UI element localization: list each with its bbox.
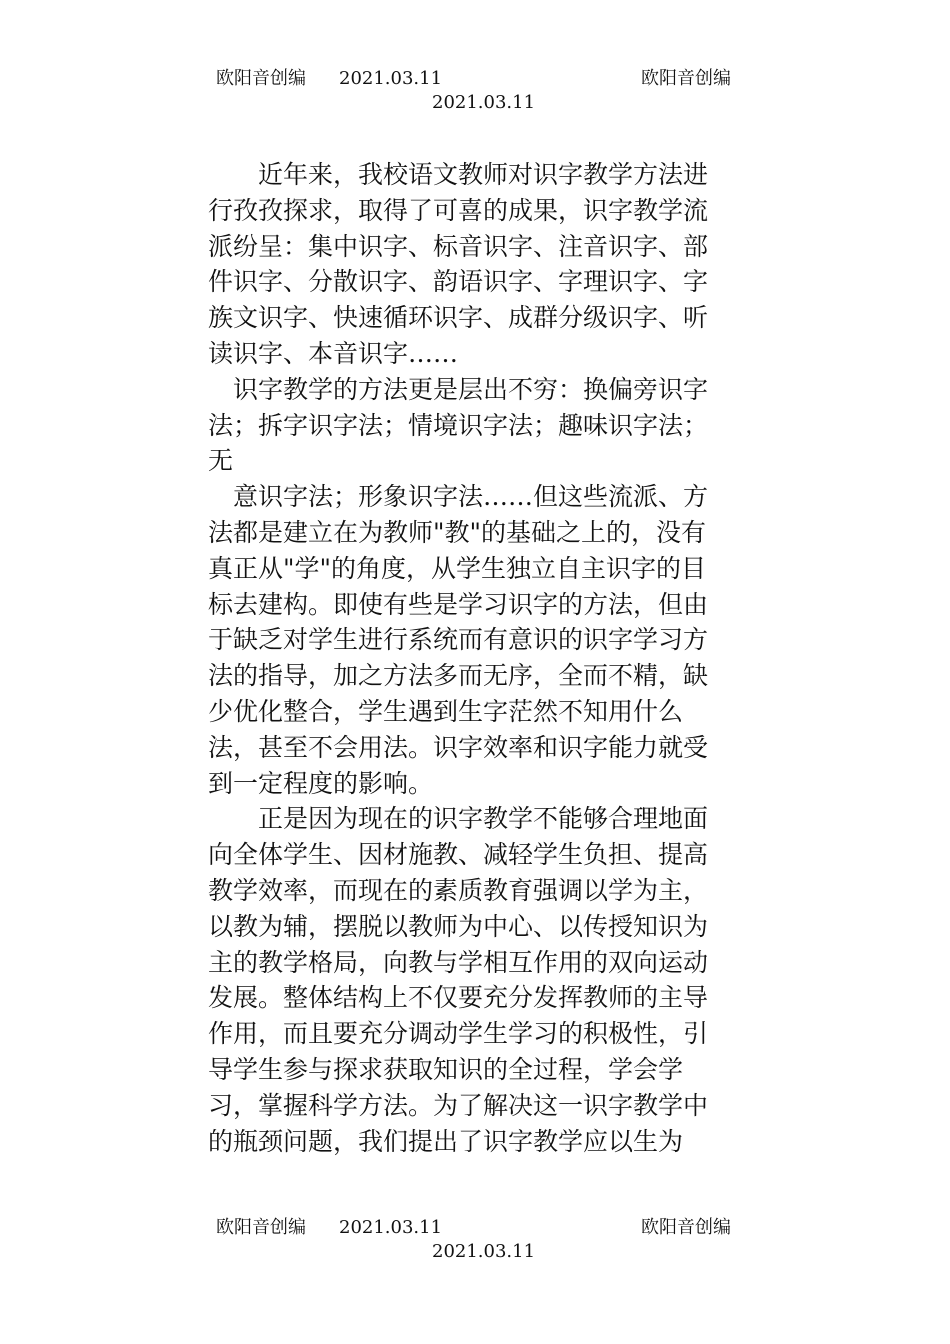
body-line: 件识字、分散识字、韵语识字、字理识字、字 xyxy=(208,267,709,297)
header-date-left: 2021.03.11 xyxy=(339,68,443,89)
body-line: 正是因为现在的识字教学不能够合理地面 xyxy=(208,804,709,834)
document-body xyxy=(208,157,736,1159)
body-line: 法；拆字识字法；情境识字法；趣味识字法； xyxy=(208,410,709,440)
body-line: 行孜孜探求，取得了可喜的成果，识字教学流 xyxy=(208,195,709,225)
body-line: 于缺乏对学生进行系统而有意识的识字学习方 xyxy=(208,625,709,655)
body-line: 习，掌握科学方法。为了解决这一识字教学中 xyxy=(208,1090,709,1120)
footer-date-left: 2021.03.11 xyxy=(339,1217,443,1238)
body-line: 法的指导，加之方法多而无序，全而不精，缺 xyxy=(208,661,709,691)
body-line: 到一定程度的影响。 xyxy=(208,768,434,798)
body-line: 标去建构。即使有些是学习识字的方法，但由 xyxy=(208,589,709,619)
body-line: 识字教学的方法更是层出不穷：换偏旁识字 xyxy=(208,374,709,404)
header-date-center: 2021.03.11 xyxy=(432,92,536,113)
header-author-left: 欧阳音创编 xyxy=(216,68,306,89)
body-line: 以教为辅，摆脱以教师为中心、以传授知识为 xyxy=(208,911,709,941)
footer-date-center: 2021.03.11 xyxy=(432,1241,536,1262)
footer-author-left: 欧阳音创编 xyxy=(216,1217,306,1238)
body-line: 少优化整合，学生遇到生字茫然不知用什么 xyxy=(208,696,684,726)
body-line: 导学生参与探求获取知识的全过程，学会学 xyxy=(208,1054,684,1084)
body-line: 向全体学生、因材施教、减轻学生负担、提高 xyxy=(208,840,709,870)
body-line: 法都是建立在为教师"教"的基础之上的，没有 xyxy=(208,517,706,547)
body-line: 派纷呈：集中识字、标音识字、注音识字、部 xyxy=(208,231,709,261)
body-line: 读识字、本音识字…… xyxy=(208,338,459,368)
footer-author-right: 欧阳音创编 xyxy=(641,1217,731,1238)
body-line: 主的教学格局，向教与学相互作用的双向运动 xyxy=(208,947,709,977)
body-line: 发展。整体结构上不仅要充分发挥教师的主导 xyxy=(208,983,709,1013)
body-line: 法，甚至不会用法。识字效率和识字能力就受 xyxy=(208,732,709,762)
body-line: 意识字法；形象识字法……但这些流派、方 xyxy=(208,482,709,512)
body-line: 真正从"学"的角度，从学生独立自主识字的目 xyxy=(208,553,706,583)
body-line: 族文识字、快速循环识字、成群分级识字、听 xyxy=(208,303,709,333)
header-author-right: 欧阳音创编 xyxy=(641,68,731,89)
body-line: 作用，而且要充分调动学生学习的积极性，引 xyxy=(208,1019,709,1049)
body-line: 教学效率，而现在的素质教育强调以学为主， xyxy=(208,875,709,905)
body-line: 近年来，我校语文教师对识字教学方法进 xyxy=(208,160,709,189)
body-line: 无 xyxy=(208,446,234,476)
body-line: 的瓶颈问题，我们提出了识字教学应以生为 xyxy=(208,1126,684,1156)
